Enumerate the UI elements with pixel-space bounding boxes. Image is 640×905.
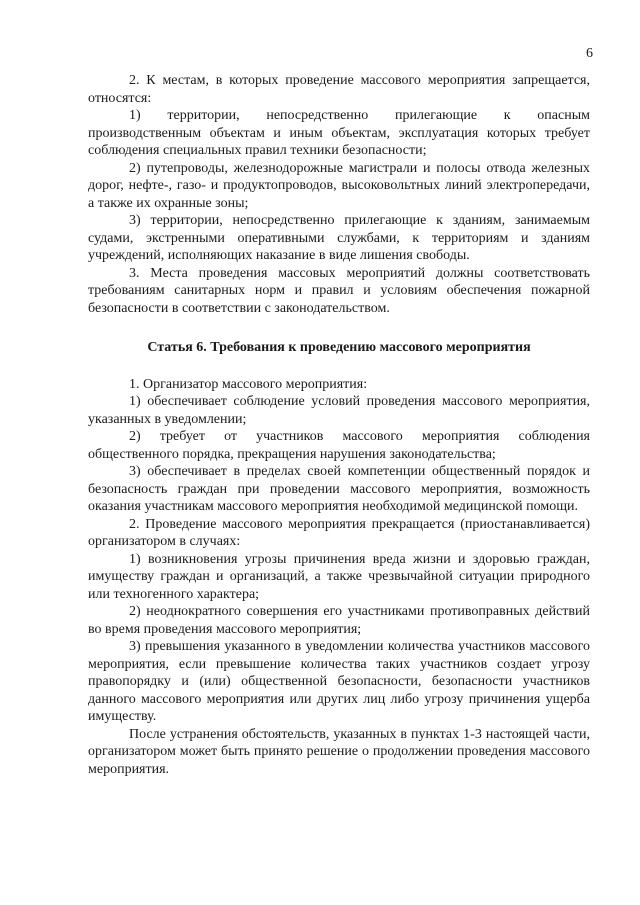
paragraph: 3. Места проведения массовых мероприятий должны соответствовать требованиям санитарных норм и правил и условиям обеспечения пожарной безопасности в соответствии с законодательством.: [88, 265, 590, 316]
paragraph: 2) путепроводы, железнодорожные магистрали и полосы отвода железных дорог, нефте-, газо- и продуктопроводов, высоковольтных линий электропередачи, а также их охранные зоны;: [88, 160, 590, 211]
paragraph: 1) территории, непосредственно прилегающие к опасным производственным объектам и иным объектам, эксплуатация которых требует соблюдения специальных правил техники безопасности;: [88, 108, 590, 158]
paragraph: 2. К местам, в которых проведение массового мероприятия запрещается, относятся:: [88, 73, 590, 106]
paragraph: 2) требует от участников массового мероприятия соблюдения общественного порядка, прекращения нарушения законодательства;: [88, 429, 590, 462]
paragraph: 1) обеспечивает соблюдение условий проведения массового мероприятия, указанных в уведомлении;: [88, 394, 590, 427]
paragraph: 1) возникновения угрозы причинения вреда жизни и здоровью граждан, имуществу граждан и организаций, а также чрезвычайной ситуации природного или техногенного характера;: [88, 551, 590, 602]
paragraph: 1. Организатор массового мероприятия:: [129, 376, 368, 392]
paragraph: 3) превышения указанного в уведомлении количества участников массового мероприятия, если превышение количества таких участников создает угрозу правопорядку и (или) общественной безопасности, безопасности участников данного массового мероприятия или других лиц либо угрозу причинения ущерба имуществу.: [88, 639, 590, 724]
paragraph: 2. Проведение массового мероприятия прекращается (приостанавливается) организатором в случаях:: [88, 516, 590, 549]
document-body: [88, 72, 590, 778]
paragraph: После устранения обстоятельств, указанных в пунктах 1-3 настоящей части, организатором может быть принято решение о продолжении проведения массового мероприятия.: [88, 726, 590, 777]
article-heading: Статья 6. Требования к проведению массового мероприятия: [147, 340, 531, 355]
paragraph: 2) неоднократного совершения его участниками противоправных действий во время проведения массового мероприятия;: [88, 604, 590, 637]
paragraph: 3) обеспечивает в пределах своей компетенции общественный порядок и безопасность граждан при проведении массового мероприятия, возможность оказания участникам массового мероприятия необходимой медицинской помощи.: [88, 464, 590, 514]
page-number: 6: [586, 46, 593, 61]
paragraph: 3) территории, непосредственно прилегающие к зданиям, занимаемым судами, экстренными оперативными службами, к территориям и зданиям учреждений, исполняющих наказание в виде лишения свободы.: [88, 213, 590, 263]
